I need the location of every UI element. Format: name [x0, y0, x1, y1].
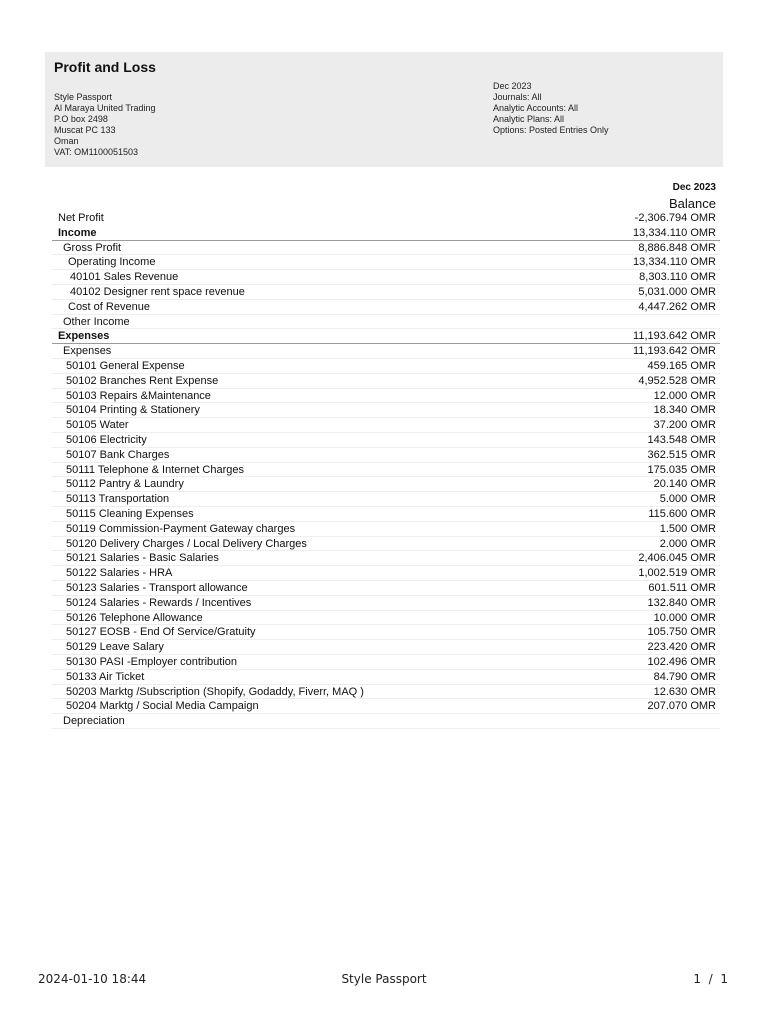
table-row	[52, 537, 720, 552]
row-label: 50107 Bank Charges	[66, 448, 170, 461]
report-filters	[493, 81, 609, 136]
row-label: Operating Income	[68, 256, 156, 269]
row-label: 50104 Printing & Stationery	[66, 404, 200, 417]
table-row	[52, 640, 720, 655]
row-label: 50102 Branches Rent Expense	[66, 374, 219, 387]
row-value: 223.420 OMR	[647, 641, 716, 654]
report-header	[45, 52, 723, 167]
row-label: 50121 Salaries - Basic Salaries	[66, 552, 219, 565]
row-value: 175.035 OMR	[647, 463, 716, 476]
table-row	[52, 492, 720, 507]
table-row	[52, 300, 720, 315]
row-label: 40102 Designer rent space revenue	[70, 285, 245, 298]
table-row	[52, 389, 720, 404]
row-label: 50126 Telephone Allowance	[66, 611, 203, 624]
row-label: 50111 Telephone & Internet Charges	[66, 463, 244, 476]
company-line: Muscat PC 133	[54, 125, 116, 135]
filter-line: Analytic Plans: All	[493, 114, 565, 124]
report-title: Profit and Loss	[54, 59, 156, 75]
company-line: VAT: OM1100051503	[54, 147, 139, 157]
column-balance-header: Balance	[669, 196, 716, 211]
row-label: 50124 Salaries - Rewards / Incentives	[66, 596, 252, 609]
row-label: Expenses	[63, 345, 112, 358]
row-value: 1.500 OMR	[659, 522, 716, 535]
row-label: 50129 Leave Salary	[66, 641, 164, 654]
section-row	[52, 226, 720, 241]
net-profit-row	[52, 211, 720, 226]
row-label: 50122 Salaries - HRA	[66, 567, 173, 580]
table-row	[52, 522, 720, 537]
row-value: 132.840 OMR	[647, 596, 716, 609]
company-line: Oman	[54, 136, 79, 146]
row-value: 11,193.642 OMR	[633, 345, 716, 358]
row-label: 40101 Sales Revenue	[70, 271, 179, 284]
table-row	[52, 596, 720, 611]
row-label: 50113 Transportation	[66, 493, 170, 506]
row-value: -2,306.794 OMR	[634, 212, 716, 224]
footer-timestamp: 2024-01-10 18:44	[38, 972, 147, 986]
company-address	[54, 92, 156, 158]
row-value: 143.548 OMR	[647, 433, 716, 446]
row-label: 50203 Marktg /Subscription (Shopify, Godaddy, Fiverr, MAQ )	[66, 685, 364, 698]
company-line: Style Passport	[54, 92, 113, 102]
table-row	[52, 670, 720, 685]
row-value: 102.496 OMR	[647, 655, 716, 668]
row-value: 10.000 OMR	[653, 611, 716, 624]
row-value: 8,886.848 OMR	[638, 241, 716, 254]
table-row	[52, 507, 720, 522]
filter-line: Options: Posted Entries Only	[493, 125, 609, 135]
table-row	[52, 374, 720, 389]
row-label: 50204 Marktg / Social Media Campaign	[66, 700, 259, 713]
row-value: 8,303.110 OMR	[639, 271, 716, 284]
table-row	[52, 255, 720, 270]
table-row	[52, 270, 720, 285]
company-line: P.O box 2498	[54, 114, 108, 124]
row-value: 362.515 OMR	[647, 448, 716, 461]
row-label: 50106 Electricity	[66, 433, 147, 446]
table-row	[52, 463, 720, 478]
table-row	[52, 241, 720, 256]
table-row	[52, 625, 720, 640]
company-line: Al Maraya United Trading	[54, 103, 156, 113]
row-label: Other Income	[63, 315, 130, 328]
table-row	[52, 477, 720, 492]
row-value: 18.340 OMR	[653, 404, 716, 417]
row-label: Depreciation	[63, 715, 125, 728]
row-value: 5.000 OMR	[659, 493, 716, 506]
row-value: 11,193.642 OMR	[633, 330, 716, 343]
row-value: 20.140 OMR	[653, 478, 716, 491]
table-row	[52, 448, 720, 463]
table-row	[52, 403, 720, 418]
row-label: 50119 Commission-Payment Gateway charges	[66, 522, 296, 535]
row-value: 1,002.519 OMR	[638, 567, 716, 580]
row-label: 50101 General Expense	[66, 359, 185, 372]
column-date-header: Dec 2023	[672, 182, 716, 193]
table-row	[52, 359, 720, 374]
table-row	[52, 566, 720, 581]
table-row	[52, 655, 720, 670]
row-label: Gross Profit	[63, 241, 122, 254]
table-row	[52, 315, 720, 330]
table-row	[52, 285, 720, 300]
table-row	[52, 699, 720, 714]
footer-company: Style Passport	[341, 972, 427, 986]
row-label: Cost of Revenue	[68, 300, 150, 313]
row-label: 50127 EOSB - End Of Service/Gratuity	[66, 626, 256, 639]
filter-line: Dec 2023	[493, 81, 532, 91]
row-value: 5,031.000 OMR	[638, 285, 716, 298]
row-label: 50123 Salaries - Transport allowance	[66, 581, 248, 594]
row-value: 2,406.045 OMR	[638, 552, 716, 565]
row-label: 50103 Repairs &Maintenance	[66, 389, 211, 402]
row-value: 13,334.110 OMR	[633, 256, 716, 269]
row-value: 115.600 OMR	[648, 507, 716, 520]
profit-loss-table	[52, 211, 720, 729]
table-row	[52, 433, 720, 448]
row-value: 4,952.528 OMR	[638, 374, 716, 387]
row-value: 2.000 OMR	[659, 537, 716, 550]
row-value: 84.790 OMR	[653, 670, 716, 683]
table-row	[52, 551, 720, 566]
row-label: 50112 Pantry & Laundry	[66, 478, 184, 491]
row-label: Net Profit	[58, 212, 104, 224]
row-value: 12.630 OMR	[653, 685, 716, 698]
table-row	[52, 611, 720, 626]
row-label: 50130 PASI -Employer contribution	[66, 655, 237, 668]
filter-line: Analytic Accounts: All	[493, 103, 579, 113]
row-value: 207.070 OMR	[647, 700, 716, 713]
row-value: 37.200 OMR	[653, 419, 716, 432]
table-row	[52, 344, 720, 359]
row-label: 50105 Water	[66, 419, 129, 432]
row-value: 13,334.110 OMR	[633, 226, 716, 239]
row-label: 50115 Cleaning Expenses	[66, 507, 194, 520]
section-row	[52, 329, 720, 344]
row-value: 459.165 OMR	[647, 359, 716, 372]
row-value: 601.511 OMR	[648, 581, 716, 594]
table-row	[52, 685, 720, 700]
table-row	[52, 581, 720, 596]
footer-page-number: 1 / 1	[693, 972, 728, 986]
table-row	[52, 714, 720, 729]
table-row	[52, 418, 720, 433]
row-label: 50133 Air Ticket	[66, 670, 145, 683]
row-value: 12.000 OMR	[653, 389, 716, 402]
row-value: 4,447.262 OMR	[638, 300, 716, 313]
row-label: 50120 Delivery Charges / Local Delivery Charges	[66, 537, 307, 550]
row-label: Expenses	[58, 330, 110, 343]
filter-line: Journals: All	[493, 92, 542, 102]
page-footer	[0, 972, 768, 992]
row-label: Income	[58, 226, 97, 239]
row-value: 105.750 OMR	[647, 626, 716, 639]
